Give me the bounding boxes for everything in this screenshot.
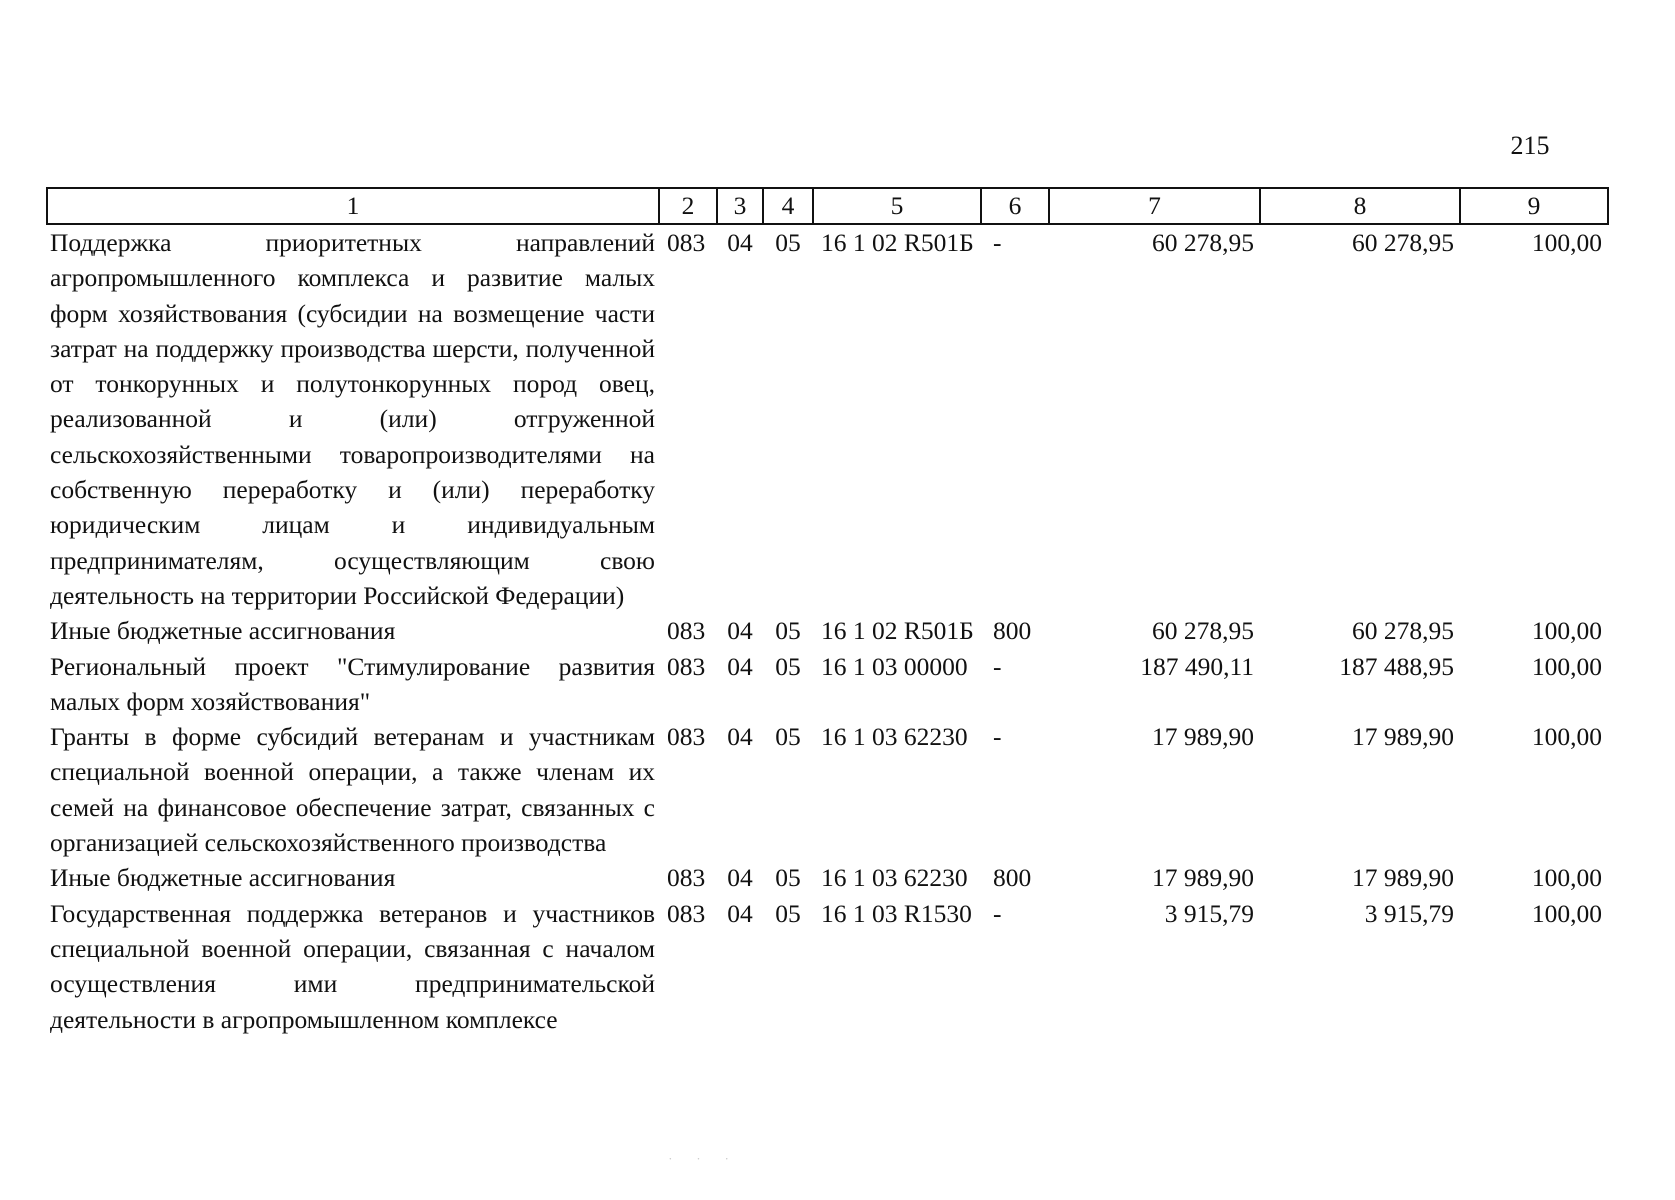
header-col-4: 4 (763, 188, 813, 224)
row-grbs: 083 (667, 898, 706, 928)
row-section: 04 (727, 616, 753, 646)
row-target-article: 16 1 03 R1530 (821, 898, 972, 928)
row-grbs: 083 (667, 863, 706, 893)
row-percent: 100,00 (1531, 651, 1602, 681)
header-col-3: 3 (717, 188, 763, 224)
row-plan: 187 490,11 (1140, 651, 1254, 681)
row-plan: 17 989,90 (1152, 863, 1254, 893)
header-col-2: 2 (659, 188, 717, 224)
row-fact: 60 278,95 (1352, 616, 1454, 646)
row-target-article: 16 1 03 62230 (821, 863, 968, 893)
row-expense-type: - (993, 228, 1002, 257)
row-subsection: 05 (775, 616, 801, 646)
row-grbs: 083 (667, 651, 706, 681)
row-percent: 100,00 (1531, 898, 1602, 928)
table-row (47, 649, 1608, 720)
row-subsection: 05 (775, 651, 801, 681)
row-name: Иные бюджетные ассигнования (50, 863, 396, 893)
row-section: 04 (727, 863, 753, 893)
row-subsection: 05 (775, 898, 801, 928)
table-body (47, 224, 1608, 1037)
row-percent: 100,00 (1531, 863, 1602, 893)
row-target-article: 16 1 02 R501Б (821, 616, 974, 646)
header-col-8: 8 (1260, 188, 1460, 224)
row-section: 04 (727, 898, 753, 928)
row-grbs: 083 (667, 616, 706, 646)
row-name: Иные бюджетные ассигнования (50, 616, 396, 646)
row-fact: 17 989,90 (1352, 863, 1454, 893)
row-target-article: 16 1 02 R501Б (821, 228, 974, 257)
row-plan: 60 278,95 (1152, 228, 1254, 257)
row-grbs: 083 (667, 228, 706, 257)
row-name: Региональный проект "Стимулирование развития малых форм хозяйствования" (50, 651, 655, 716)
row-expense-type: - (993, 898, 1002, 928)
row-fact: 17 989,90 (1352, 722, 1454, 752)
row-target-article: 16 1 03 00000 (821, 651, 968, 681)
budget-table (46, 187, 1609, 1037)
table-row (47, 719, 1608, 860)
row-subsection: 05 (775, 722, 801, 752)
row-name: Гранты в форме субсидий ветеранам и участникам специальной военной операции, а также членам их семей на финансовое обеспечение затрат, связанных с организацией сельскохозяйственного производства (50, 722, 655, 858)
row-fact: 60 278,95 (1352, 228, 1454, 257)
row-percent: 100,00 (1531, 616, 1602, 646)
header-col-6: 6 (981, 188, 1049, 224)
row-fact: 187 488,95 (1339, 651, 1454, 681)
table-row (47, 860, 1608, 895)
table-header (47, 188, 1608, 224)
table-row (47, 224, 1608, 613)
header-col-7: 7 (1049, 188, 1260, 224)
row-expense-type: - (993, 722, 1002, 752)
row-fact: 3 915,79 (1364, 898, 1454, 928)
row-percent: 100,00 (1531, 228, 1602, 257)
header-row (47, 188, 1608, 224)
row-percent: 100,00 (1531, 722, 1602, 752)
row-section: 04 (727, 228, 753, 257)
header-col-9: 9 (1460, 188, 1608, 224)
scan-artifact: ˙ ˙ ˙ (668, 1156, 739, 1171)
row-expense-type: - (993, 651, 1002, 681)
row-plan: 17 989,90 (1152, 722, 1254, 752)
row-name: Поддержка приоритетных направлений агропромышленного комплекса и развитие малых форм хозяйствования (субсидии на возмещение части затрат на поддержку производства шерсти, полученной от тонкорунных и полутонкорунных пород овец, реализованной и (или) отгруженной сельскохозяйственными товаропроизводителями на собственную переработку и (или) переработку юридическим лицам и индивидуальным предпринимателям, осуществляющим свою деятельность на территории Российской Федерации) (50, 228, 655, 610)
table-row (47, 613, 1608, 648)
row-expense-type: 800 (993, 863, 1032, 893)
row-expense-type: 800 (993, 616, 1032, 646)
row-subsection: 05 (775, 228, 801, 257)
header-col-5: 5 (813, 188, 981, 224)
row-subsection: 05 (775, 863, 801, 893)
table-row (47, 896, 1608, 1037)
row-name: Государственная поддержка ветеранов и участников специальной военной операции, связанная с началом осуществления ими предпринимательской деятельности в агропромышленном комплексе (50, 898, 655, 1034)
row-plan: 3 915,79 (1164, 898, 1254, 928)
page-number: 215 (1510, 131, 1550, 160)
row-section: 04 (727, 722, 753, 752)
header-col-1: 1 (47, 188, 659, 224)
row-section: 04 (727, 651, 753, 681)
row-target-article: 16 1 03 62230 (821, 722, 968, 752)
row-grbs: 083 (667, 722, 706, 752)
row-plan: 60 278,95 (1152, 616, 1254, 646)
